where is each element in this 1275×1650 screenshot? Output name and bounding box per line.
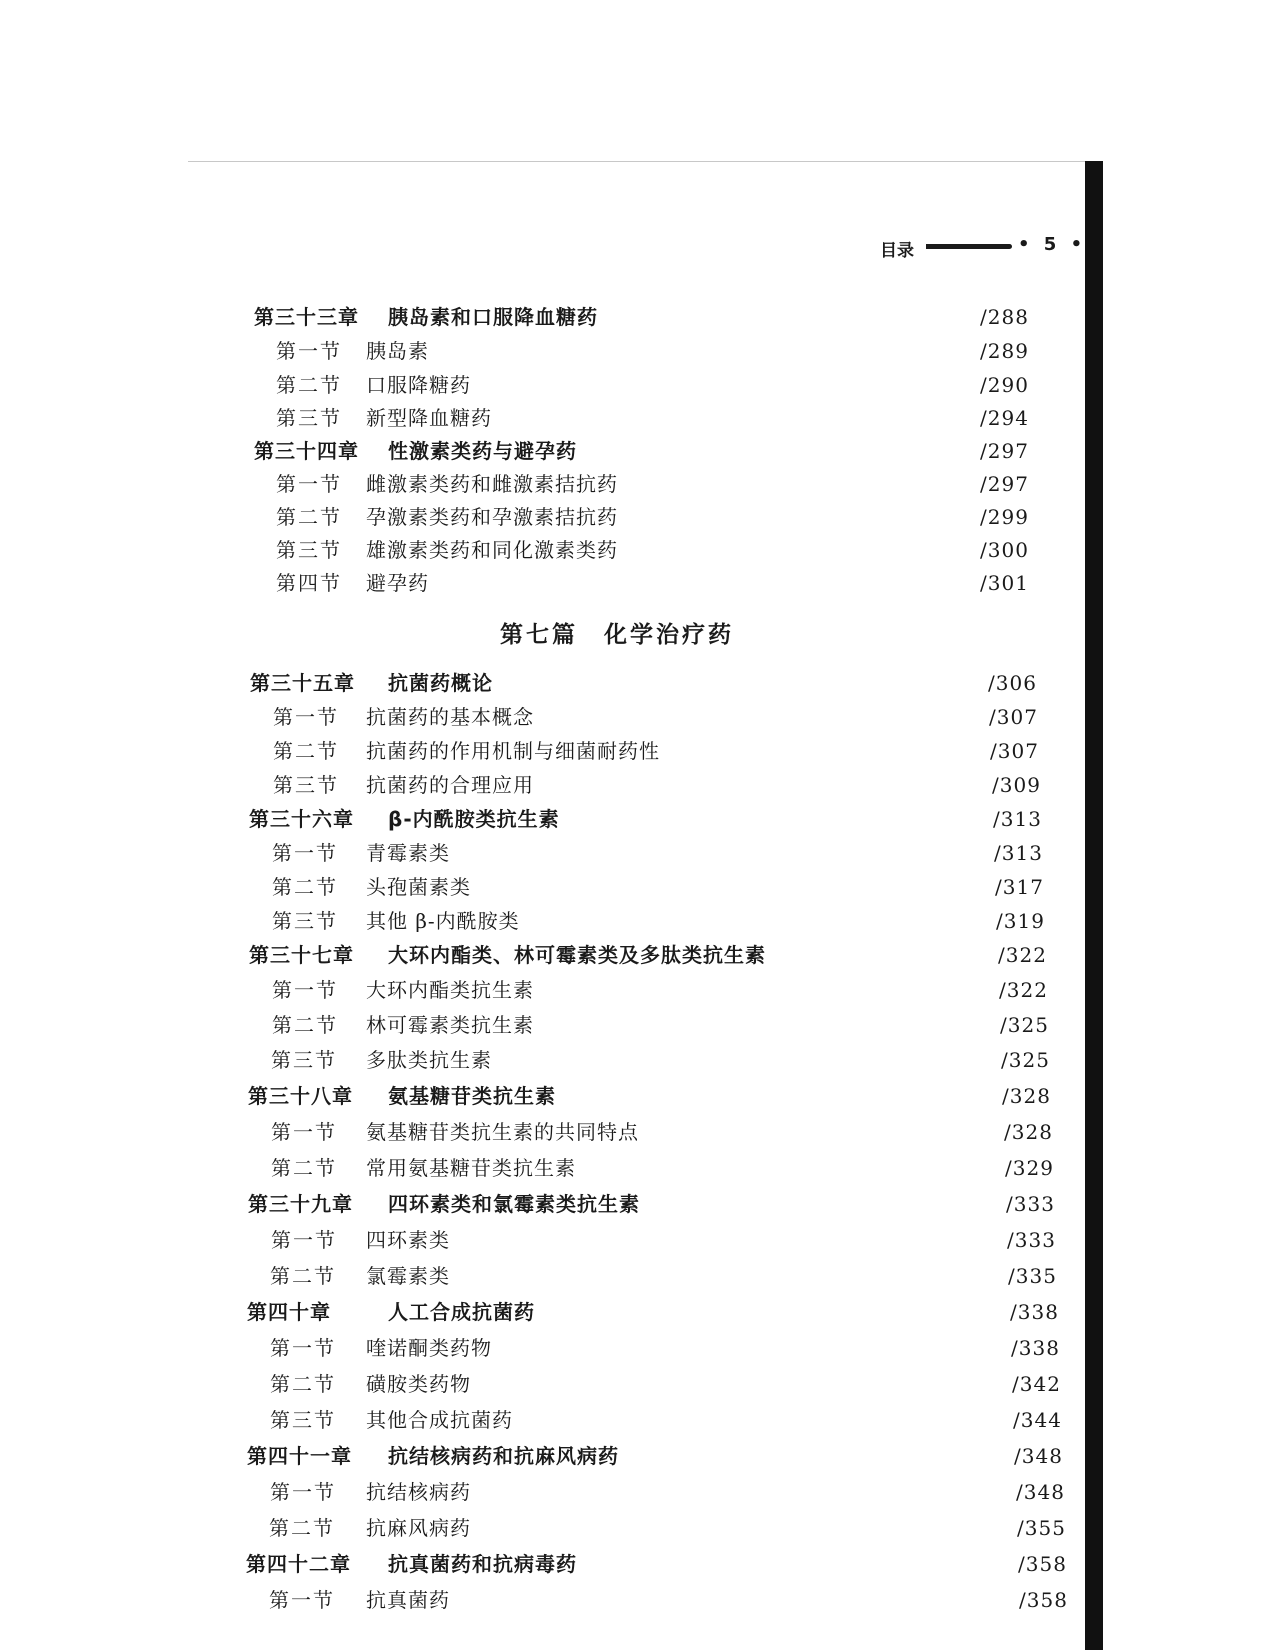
toc-entry-number: 第一节 <box>276 472 342 496</box>
toc-entry-number: 第二节 <box>273 739 339 763</box>
toc-entry-page: /290 <box>980 373 1029 397</box>
toc-entry-page: /328 <box>1002 1084 1051 1108</box>
toc-entry-title: 抗菌药的基本概念 <box>366 705 534 729</box>
toc-entry-title: 抗麻风病药 <box>366 1516 471 1540</box>
toc-entry-page: /301 <box>980 571 1029 595</box>
toc-entry-title: 抗菌药的作用机制与细菌耐药性 <box>366 739 660 763</box>
toc-entry-page: /325 <box>1000 1013 1049 1037</box>
toc-entry-title: 抗结核病药和抗麻风病药 <box>388 1444 619 1468</box>
toc-chapter-row <box>0 302 1080 336</box>
toc-section-row <box>0 1477 1080 1511</box>
toc-entry-title: 抗菌药概论 <box>388 671 493 695</box>
toc-section-row <box>0 1333 1080 1367</box>
toc-entry-number: 第四节 <box>276 571 342 595</box>
toc-entry-title: 性激素类药与避孕药 <box>388 439 577 463</box>
header-title: 目录 <box>880 241 914 261</box>
toc-chapter-row <box>0 668 1080 702</box>
toc-entry-page: /329 <box>1005 1156 1054 1180</box>
toc-entry-title: 抗真菌药和抗病毒药 <box>388 1552 577 1576</box>
toc-entry-page: /307 <box>989 705 1038 729</box>
toc-entry-number: 第三十六章 <box>249 807 354 831</box>
toc-section-row <box>0 1117 1080 1151</box>
toc-entry-page: /322 <box>999 978 1048 1002</box>
toc-entry-title: 氨基糖苷类抗生素的共同特点 <box>366 1120 639 1144</box>
toc-chapter-row <box>0 1189 1080 1223</box>
toc-chapter-row <box>0 1081 1080 1115</box>
toc-entry-number: 第三十四章 <box>254 439 359 463</box>
toc-entry-number: 第三十三章 <box>254 305 359 329</box>
toc-entry-page: /313 <box>993 807 1042 831</box>
toc-section-row <box>0 502 1080 536</box>
toc-entry-page: /306 <box>988 671 1037 695</box>
toc-entry-page: /358 <box>1019 1588 1068 1612</box>
toc-section-row <box>0 1225 1080 1259</box>
toc-entry-title: 胰岛素 <box>366 339 429 363</box>
toc-entry-page: /309 <box>992 773 1041 797</box>
toc-section-row <box>0 1513 1080 1547</box>
toc-entry-page: /325 <box>1001 1048 1050 1072</box>
toc-entry-title: 青霉素类 <box>366 841 450 865</box>
toc-entry-title: 人工合成抗菌药 <box>388 1300 535 1324</box>
toc-entry-number: 第三十八章 <box>248 1084 353 1108</box>
toc-entry-number: 第四十一章 <box>247 1444 352 1468</box>
toc-section-row <box>0 975 1080 1009</box>
toc-entry-title: 抗结核病药 <box>366 1480 471 1504</box>
header-decorative-bar <box>926 244 1012 249</box>
toc-entry-title: 抗真菌药 <box>366 1588 450 1612</box>
toc-entry-number: 第二节 <box>276 373 342 397</box>
toc-entry-title: 氯霉素类 <box>366 1264 450 1288</box>
toc-section-row <box>0 370 1080 404</box>
toc-entry-number: 第一节 <box>272 841 338 865</box>
toc-entry-title: 新型降血糖药 <box>366 406 492 430</box>
toc-entry-page: /289 <box>980 339 1029 363</box>
page-top-edge <box>188 161 1088 162</box>
toc-entry-title: 大环内酯类、林可霉素类及多肽类抗生素 <box>388 943 766 967</box>
toc-entry-number: 第三节 <box>276 406 342 430</box>
toc-entry-title: 氨基糖苷类抗生素 <box>388 1084 556 1108</box>
toc-entry-page: /297 <box>980 472 1029 496</box>
toc-entry-number: 第四十二章 <box>246 1552 351 1576</box>
toc-chapter-row <box>0 804 1080 838</box>
toc-entry-page: /307 <box>990 739 1039 763</box>
toc-entry-page: /297 <box>980 439 1029 463</box>
toc-entry-title: 避孕药 <box>366 571 429 595</box>
toc-entry-number: 第一节 <box>271 1120 337 1144</box>
toc-entry-number: 第一节 <box>273 705 339 729</box>
toc-entry-number: 第三十九章 <box>248 1192 353 1216</box>
page-right-shadow <box>1085 161 1103 1650</box>
toc-entry-number: 第三节 <box>271 1048 337 1072</box>
toc-entry-number: 第二节 <box>272 1013 338 1037</box>
toc-entry-title: 四环素类和氯霉素类抗生素 <box>388 1192 640 1216</box>
toc-entry-page: /300 <box>980 538 1029 562</box>
toc-section-row <box>0 872 1080 906</box>
toc-entry-page: /322 <box>998 943 1047 967</box>
running-header <box>880 234 1087 266</box>
toc-entry-number: 第三十七章 <box>249 943 354 967</box>
toc-chapter-row <box>0 436 1080 470</box>
toc-entry-title: 雌激素类药和雌激素拮抗药 <box>366 472 618 496</box>
toc-section-row <box>0 702 1080 736</box>
toc-entry-page: /333 <box>1006 1192 1055 1216</box>
toc-entry-number: 第二节 <box>271 1156 337 1180</box>
toc-entry-title: 其他 β-内酰胺类 <box>366 909 520 933</box>
toc-entry-title: 抗菌药的合理应用 <box>366 773 534 797</box>
toc-section-row <box>0 1045 1080 1079</box>
toc-chapter-row <box>0 1441 1080 1475</box>
toc-entry-page: /288 <box>980 305 1029 329</box>
toc-section-row <box>0 1369 1080 1403</box>
header-page-number: • 5 • <box>1018 234 1087 255</box>
toc-section-row <box>0 1405 1080 1439</box>
toc-entry-title: 胰岛素和口服降血糖药 <box>388 305 598 329</box>
toc-entry-page: /335 <box>1008 1264 1057 1288</box>
toc-entry-title: 林可霉素类抗生素 <box>366 1013 534 1037</box>
toc-entry-page: /317 <box>995 875 1044 899</box>
toc-entry-page: /313 <box>994 841 1043 865</box>
toc-chapter-row <box>0 1549 1080 1583</box>
toc-entry-title: 头孢菌素类 <box>366 875 471 899</box>
toc-entry-page: /348 <box>1016 1480 1065 1504</box>
toc-entry-title: 喹诺酮类药物 <box>366 1336 492 1360</box>
toc-section-row <box>0 1261 1080 1295</box>
toc-section-row <box>0 770 1080 804</box>
toc-entry-number: 第一节 <box>269 1588 335 1612</box>
toc-entry-title: 常用氨基糖苷类抗生素 <box>366 1156 576 1180</box>
toc-entry-page: /358 <box>1018 1552 1067 1576</box>
toc-entry-page: /348 <box>1014 1444 1063 1468</box>
toc-entry-page: /342 <box>1012 1372 1061 1396</box>
toc-entry-title: 口服降糖药 <box>366 373 471 397</box>
part-heading: 第七篇 化学治疗药 <box>500 621 734 648</box>
toc-entry-number: 第一节 <box>270 1480 336 1504</box>
toc-section-row <box>0 535 1080 569</box>
toc-entry-number: 第一节 <box>276 339 342 363</box>
toc-section-row <box>0 736 1080 770</box>
toc-entry-number: 第一节 <box>272 978 338 1002</box>
toc-entry-title: 磺胺类药物 <box>366 1372 471 1396</box>
toc-section-row <box>0 1153 1080 1187</box>
toc-entry-number: 第二节 <box>270 1264 336 1288</box>
toc-entry-number: 第二节 <box>272 875 338 899</box>
toc-section-row <box>0 568 1080 602</box>
toc-section-row <box>0 838 1080 872</box>
toc-entry-number: 第四十章 <box>247 1300 331 1324</box>
toc-entry-title: 多肽类抗生素 <box>366 1048 492 1072</box>
toc-section-row <box>0 1010 1080 1044</box>
toc-entry-page: /333 <box>1007 1228 1056 1252</box>
toc-entry-title: β-内酰胺类抗生素 <box>388 807 560 831</box>
toc-section-row <box>0 403 1080 437</box>
toc-entry-title: 雄激素类药和同化激素类药 <box>366 538 618 562</box>
toc-entry-page: /294 <box>980 406 1029 430</box>
toc-section-row <box>0 469 1080 503</box>
toc-entry-number: 第三节 <box>272 909 338 933</box>
toc-entry-number: 第三节 <box>273 773 339 797</box>
toc-entry-title: 大环内酯类抗生素 <box>366 978 534 1002</box>
toc-entry-page: /328 <box>1004 1120 1053 1144</box>
toc-entry-number: 第一节 <box>271 1228 337 1252</box>
toc-section-row <box>0 1585 1080 1619</box>
toc-section-row <box>0 906 1080 940</box>
toc-entry-page: /338 <box>1011 1336 1060 1360</box>
toc-entry-page: /338 <box>1010 1300 1059 1324</box>
toc-entry-number: 第三十五章 <box>250 671 355 695</box>
toc-chapter-row <box>0 940 1080 974</box>
toc-entry-title: 孕激素类药和孕激素拮抗药 <box>366 505 618 529</box>
toc-entry-page: /344 <box>1013 1408 1062 1432</box>
toc-entry-number: 第三节 <box>270 1408 336 1432</box>
toc-entry-page: /355 <box>1017 1516 1066 1540</box>
toc-entry-number: 第二节 <box>276 505 342 529</box>
toc-entry-page: /319 <box>996 909 1045 933</box>
toc-entry-number: 第三节 <box>276 538 342 562</box>
toc-entry-page: /299 <box>980 505 1029 529</box>
toc-entry-title: 四环素类 <box>366 1228 450 1252</box>
toc-section-row <box>0 336 1080 370</box>
toc-entry-title: 其他合成抗菌药 <box>366 1408 513 1432</box>
toc-chapter-row <box>0 1297 1080 1331</box>
toc-entry-number: 第二节 <box>270 1372 336 1396</box>
toc-entry-number: 第一节 <box>270 1336 336 1360</box>
toc-entry-number: 第二节 <box>269 1516 335 1540</box>
